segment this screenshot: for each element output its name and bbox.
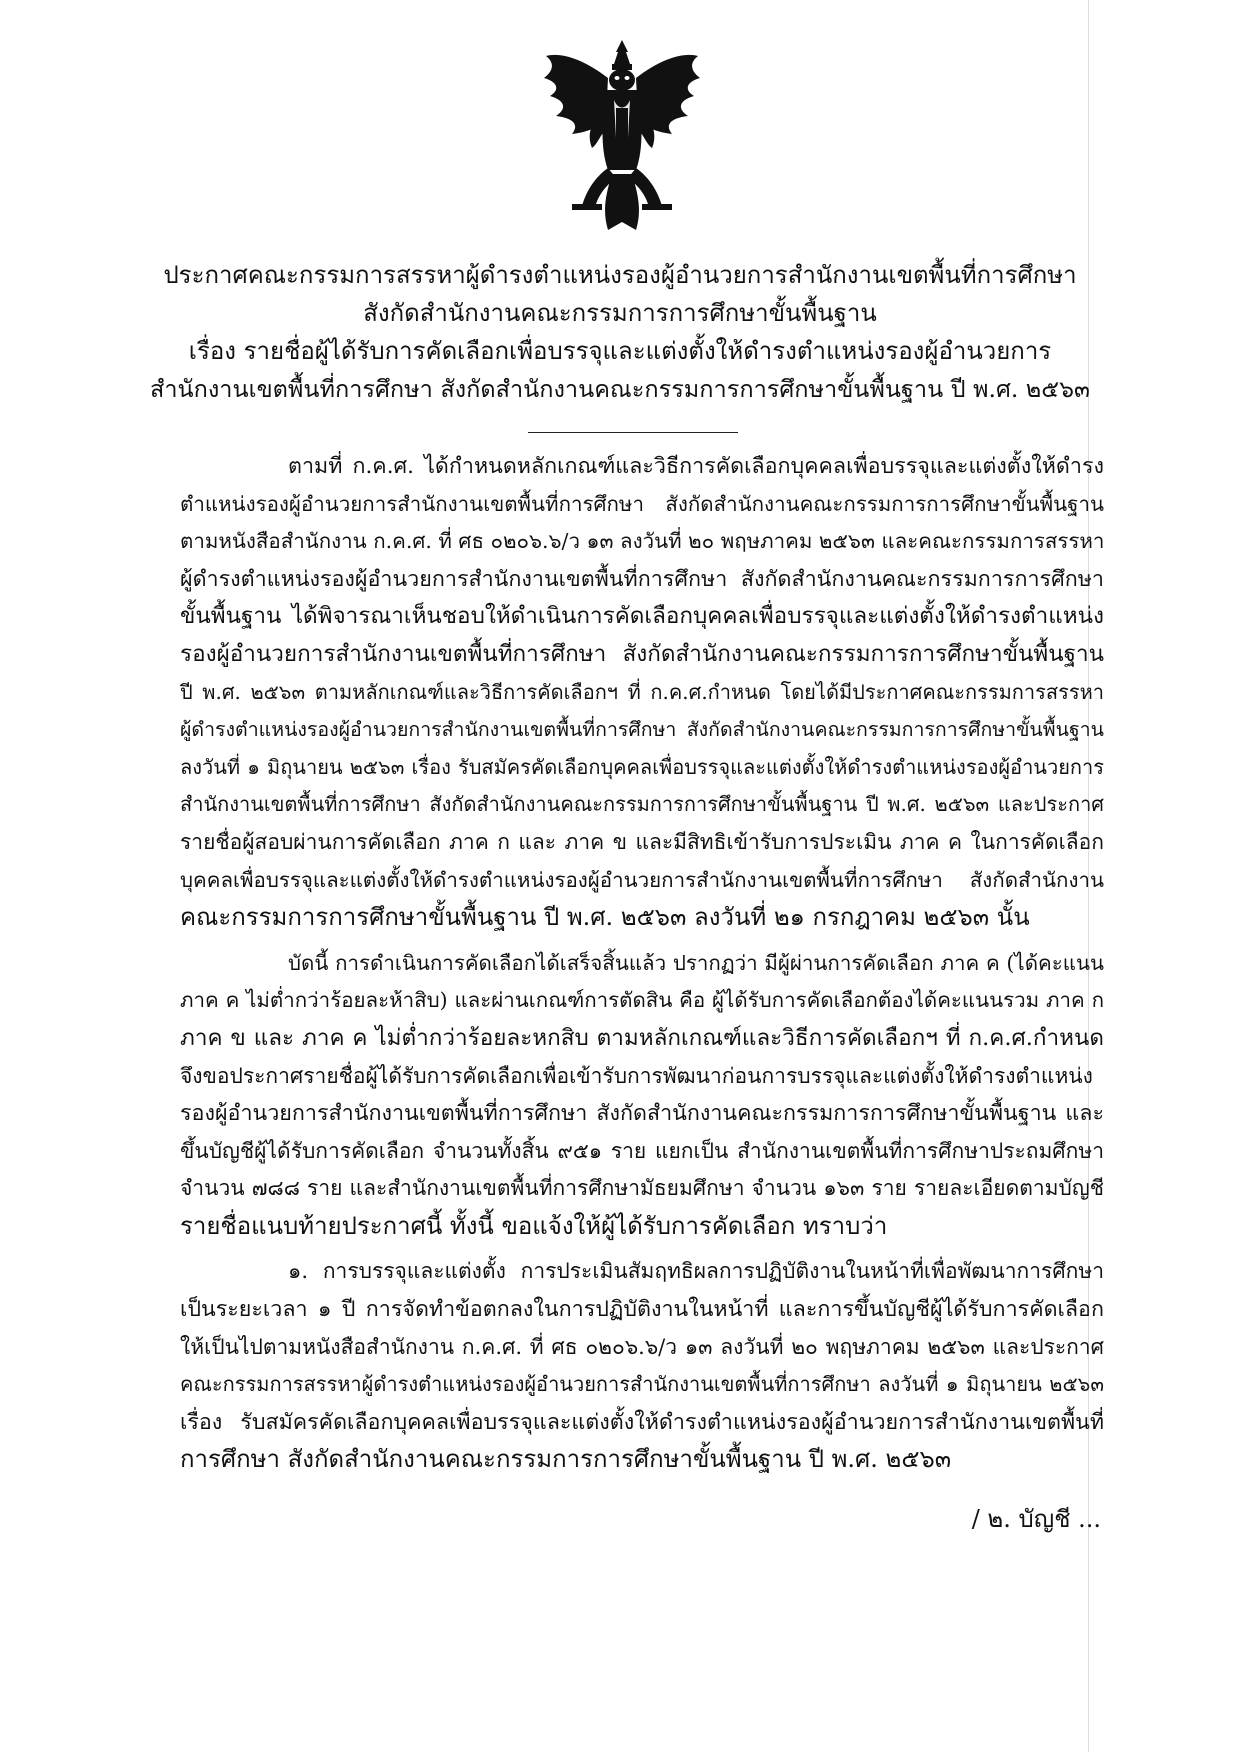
paragraph-line: ปี พ.ศ. ๒๕๖๓ ตามหลักเกณฑ์และวิธีการคัดเลือกฯ ที่ ก.ค.ศ.กำหนด โดยได้มีประกาศคณะกรรมการสรรหา	[180, 679, 1104, 704]
paragraph-line: ๑. การบรรจุและแต่งตั้ง การประเมินสัมฤทธิผลการปฏิบัติงานในหน้าที่เพื่อพัฒนาการศึกษา	[288, 1259, 1104, 1284]
paragraph-line: บุคคลเพื่อบรรจุและแต่งตั้งให้ดำรงตำแหน่งรองผู้อำนวยการสำนักงานเขตพื้นที่การศึกษา สังกัดสำนักงาน	[180, 867, 1104, 892]
heading-line-1: ประกาศคณะกรรมการสรรหาผู้ดำรงตำแหน่งรองผู้อำนวยการสำนักงานเขตพื้นที่การศึกษา	[163, 261, 1077, 289]
garuda-emblem-icon	[542, 38, 702, 234]
paragraph-2	[180, 945, 1104, 1246]
paragraph-line: ลงวันที่ ๑ มิถุนายน ๒๕๖๓ เรื่อง รับสมัครคัดเลือกบุคคลเพื่อบรรจุและแต่งตั้งให้ดำรงตำแหน่งรองผู้อำนวยการ	[180, 754, 1104, 779]
paragraph-line: ให้เป็นไปตามหนังสือสำนักงาน ก.ค.ศ. ที่ ศธ ๐๒๐๖.๖/ว ๑๓ ลงวันที่ ๒๐ พฤษภาคม ๒๕๖๓ และประกาศ	[180, 1334, 1104, 1359]
heading-line-2: สังกัดสำนักงานคณะกรรมการการศึกษาขั้นพื้นฐาน	[363, 299, 877, 327]
paragraph-line: ตามที่ ก.ค.ศ. ได้กำหนดหลักเกณฑ์และวิธีการคัดเลือกบุคคลเพื่อบรรจุและแต่งตั้งให้ดำรง	[288, 454, 1104, 479]
heading-line-4: สำนักงานเขตพื้นที่การศึกษา สังกัดสำนักงานคณะกรรมการการศึกษาขั้นพื้นฐาน ปี พ.ศ. ๒๕๖๓	[150, 375, 1091, 403]
paragraph-line: ภาค ค ไม่ต่ำกว่าร้อยละห้าสิบ) และผ่านเกณฑ์การตัดสิน คือ ผู้ได้รับการคัดเลือกต้องได้คะแนนรวม ภาค ก	[180, 988, 1104, 1013]
paragraph-line: ผู้ดำรงตำแหน่งรองผู้อำนวยการสำนักงานเขตพื้นที่การศึกษา สังกัดสำนักงานคณะกรรมการการศึกษาขั้นพื้นฐาน	[180, 718, 1104, 742]
paragraph-line: ตามหนังสือสำนักงาน ก.ค.ศ. ที่ ศธ ๐๒๐๖.๖/ว ๑๓ ลงวันที่ ๒๐ พฤษภาคม ๒๕๖๓ และคณะกรรมการสรรหา	[180, 529, 1105, 554]
paragraph-line: คณะกรรมการสรรหาผู้ดำรงตำแหน่งรองผู้อำนวยการสำนักงานเขตพื้นที่การศึกษา ลงวันที่ ๑ มิถุนายน ๒๕๖๓	[180, 1372, 1104, 1397]
paragraph-line: เป็นระยะเวลา ๑ ปี การจัดทำข้อตกลงในการปฏิบัติงานในหน้าที่ และการขึ้นบัญชีผู้ได้รับการคัดเลือก	[180, 1297, 1104, 1323]
paragraph-line: รองผู้อำนวยการสำนักงานเขตพื้นที่การศึกษา สังกัดสำนักงานคณะกรรมการการศึกษาขั้นพื้นฐาน และ	[180, 1101, 1104, 1127]
paragraph-line: รายชื่อแนบท้ายประกาศนี้ ทั้งนี้ ขอแจ้งให้ผู้ได้รับการคัดเลือก ทราบว่า	[180, 1211, 888, 1240]
paragraph-line: จำนวน ๗๘๘ ราย และสำนักงานเขตพื้นที่การศึกษามัธยมศึกษา จำนวน ๑๖๓ ราย รายละเอียดตามบัญชี	[180, 1176, 1104, 1201]
paragraph-line: เรื่อง รับสมัครคัดเลือกบุคคลเพื่อบรรจุและแต่งตั้งให้ดำรงตำแหน่งรองผู้อำนวยการสำนักงานเขตพื้นที่	[180, 1409, 1104, 1435]
scan-artifact-line	[1088, 0, 1089, 1752]
paragraph-line: รายชื่อผู้สอบผ่านการคัดเลือก ภาค ก และ ภาค ข และมีสิทธิเข้ารับการประเมิน ภาค ค ในการคัดเลือก	[180, 829, 1104, 854]
paragraph-line: สำนักงานเขตพื้นที่การศึกษา สังกัดสำนักงานคณะกรรมการการศึกษาขั้นพื้นฐาน ปี พ.ศ. ๒๕๖๓ และประกาศ	[180, 792, 1104, 817]
announcement-heading	[150, 256, 1090, 408]
announcement-body	[180, 440, 1104, 1479]
paragraph-line: จึงขอประกาศรายชื่อผู้ได้รับการคัดเลือกเพื่อเข้ารับการพัฒนาก่อนการบรรจุและแต่งตั้งให้ดำรงตำแหน่ง	[180, 1063, 1093, 1088]
heading-line-3: เรื่อง รายชื่อผู้ได้รับการคัดเลือกเพื่อบรรจุและแต่งตั้งให้ดำรงตำแหน่งรองผู้อำนวยการ	[188, 337, 1052, 365]
paragraph-line: ภาค ข และ ภาค ค ไม่ต่ำกว่าร้อยละหกสิบ ตามหลักเกณฑ์และวิธีการคัดเลือกฯ ที่ ก.ค.ศ.กำหนด	[180, 1024, 1104, 1051]
paragraph-line: ขึ้นบัญชีผู้ได้รับการคัดเลือก จำนวนทั้งสิ้น ๙๕๑ ราย แยกเป็น สำนักงานเขตพื้นที่การศึกษาประถมศึกษา	[180, 1138, 1104, 1163]
paragraph-line: ผู้ดำรงตำแหน่งรองผู้อำนวยการสำนักงานเขตพื้นที่การศึกษา สังกัดสำนักงานคณะกรรมการการศึกษา	[180, 566, 1104, 592]
paragraph-line: ขั้นพื้นฐาน ได้พิจารณาเห็นชอบให้ดำเนินการคัดเลือกบุคคลเพื่อบรรจุและแต่งตั้งให้ดำรงตำแหน่ง	[180, 603, 1104, 630]
paragraph-line: การศึกษา สังกัดสำนักงานคณะกรรมการการศึกษาขั้นพื้นฐาน ปี พ.ศ. ๒๕๖๓	[180, 1445, 952, 1474]
heading-divider	[528, 432, 738, 433]
paragraph-line: คณะกรรมการการศึกษาขั้นพื้นฐาน ปี พ.ศ. ๒๕๖๓ ลงวันที่ ๒๑ กรกฎาคม ๒๕๖๓ นั้น	[180, 903, 1030, 932]
paragraph-line: ตำแหน่งรองผู้อำนวยการสำนักงานเขตพื้นที่การศึกษา สังกัดสำนักงานคณะกรรมการการศึกษาขั้นพื้นฐาน	[180, 491, 1104, 516]
paragraph-line: รองผู้อำนวยการสำนักงานเขตพื้นที่การศึกษา สังกัดสำนักงานคณะกรรมการการศึกษาขั้นพื้นฐาน	[180, 640, 1104, 667]
paragraph-1	[180, 448, 1104, 937]
page-continuation: / ๒. บัญชี ...	[971, 1505, 1101, 1533]
paragraph-line: บัดนี้ การดำเนินการคัดเลือกได้เสร็จสิ้นแล้ว ปรากฏว่า มีผู้ผ่านการคัดเลือก ภาค ค (ได้คะแนน	[288, 950, 1104, 975]
paragraph-3	[180, 1253, 1104, 1479]
